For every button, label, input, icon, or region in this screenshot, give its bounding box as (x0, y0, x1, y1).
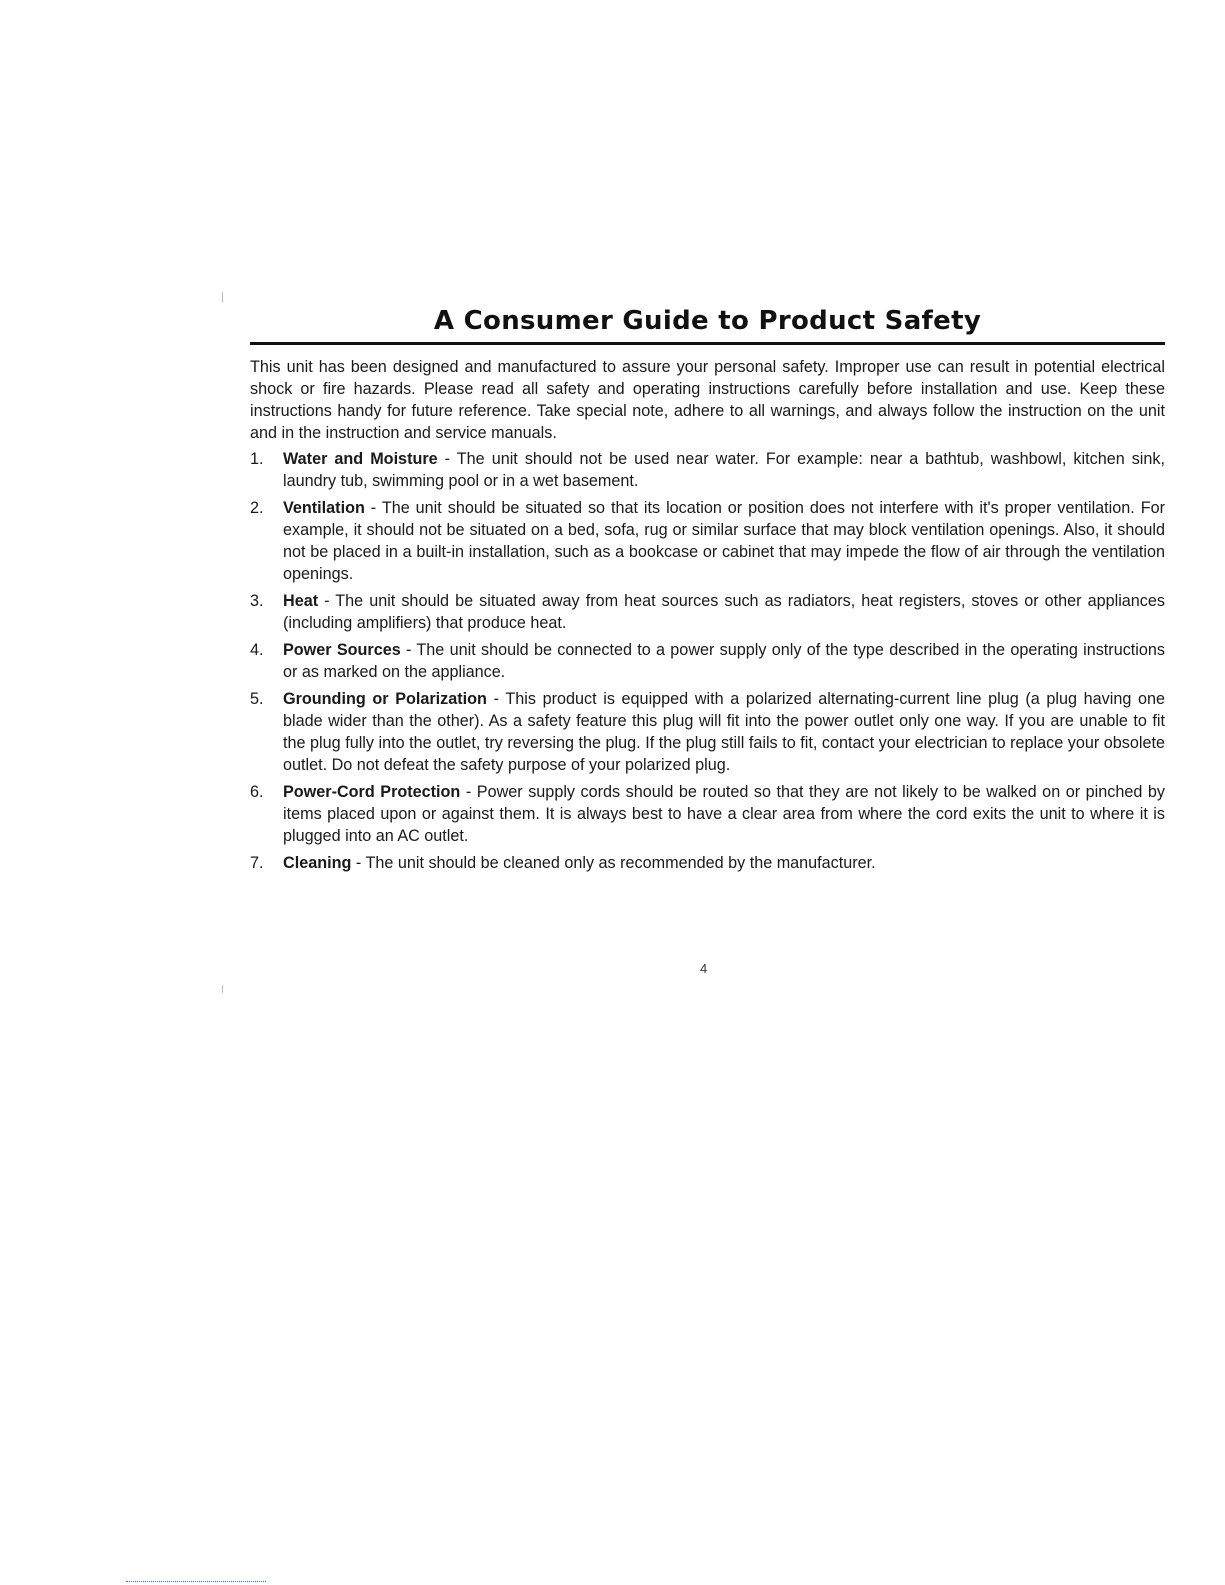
safety-rule-power-cord-protection (250, 781, 1165, 847)
rule-title: Heat (283, 592, 319, 610)
rule-title: Water and Moisture (283, 450, 438, 468)
rule-text: - Power supply cords should be routed so that they are not likely to be walked on or pinched by items placed upon or against them. It is always best to have a clear area from where the cord exits the unit to where it is plugged into an AC outlet. (283, 783, 1165, 845)
rule-text: - The unit should be connected to a power supply only of the type described in the operating instructions or as marked on the appliance. (283, 641, 1165, 681)
rule-number: 3. (250, 592, 264, 610)
intro-paragraph: This unit has been designed and manufactured to assure your personal safety. Improper use can result in potential electrical shock or fire hazards. Please read all safety and operating instructions carefully before installation and use. Keep these instructions handy for future reference. Take special note, adhere to all warnings, and always follow the instruction on the unit and in the instruction and service manuals. (250, 358, 1165, 442)
rule-number: 1. (250, 450, 264, 468)
footer-link-underline (126, 1580, 266, 1582)
scan-mark (222, 292, 223, 302)
page-title: A Consumer Guide to Product Safety (433, 306, 982, 336)
rule-number: 7. (250, 854, 264, 872)
safety-rule-power-sources (250, 639, 1165, 683)
safety-rule-water-and-moisture (250, 448, 1165, 492)
rule-text: - The unit should not be used near water. For example: near a bathtub, washbowl, kitchen sink, laundry tub, swimming pool or in a wet basement. (283, 450, 1166, 490)
rule-title: Power Sources (283, 641, 401, 659)
scan-mark (222, 985, 223, 993)
rule-title: Grounding or Polarization (283, 690, 487, 708)
rule-title: Cleaning (283, 854, 352, 872)
rule-text: - The unit should be situated away from heat sources such as radiators, heat registers, stoves or other appliances (including amplifiers) that produce heat. (283, 592, 1165, 632)
title-divider (250, 342, 1165, 345)
safety-rule-heat (250, 590, 1165, 634)
page-number: 4 (700, 961, 708, 976)
rule-number: 6. (250, 783, 264, 801)
rule-text: - The unit should be cleaned only as recommended by the manufacturer. (351, 854, 876, 872)
safety-rule-cleaning (250, 852, 1165, 874)
rule-number: 2. (250, 499, 264, 517)
rule-text: - This product is equipped with a polarized alternating-current line plug (a plug having one blade wider than the other). As a safety feature this plug will fit into the power outlet only one way. If you are unable to fit the plug fully into the outlet, try reversing the plug. If the plug still fails to fit, contact your electrician to replace your obsolete outlet. Do not defeat the safety purpose of your polarized plug. (283, 690, 1166, 774)
rule-title: Power-Cord Protection (283, 783, 461, 801)
rule-title: Ventilation (283, 499, 365, 517)
rule-number: 4. (250, 641, 264, 659)
rule-number: 5. (250, 690, 264, 708)
safety-rule-ventilation (250, 497, 1165, 585)
rule-text: - The unit should be situated so that its location or position does not interfere with it's proper ventilation. For example, it should not be situated on a bed, sofa, rug or similar surface that may block ventilation openings. Also, it should not be placed in a built-in installation, such as a bookcase or cabinet that may impede the flow of air through the ventilation openings. (283, 499, 1165, 583)
safety-rule-grounding-or-polarization (250, 688, 1165, 776)
safety-rules-list (250, 448, 1165, 879)
